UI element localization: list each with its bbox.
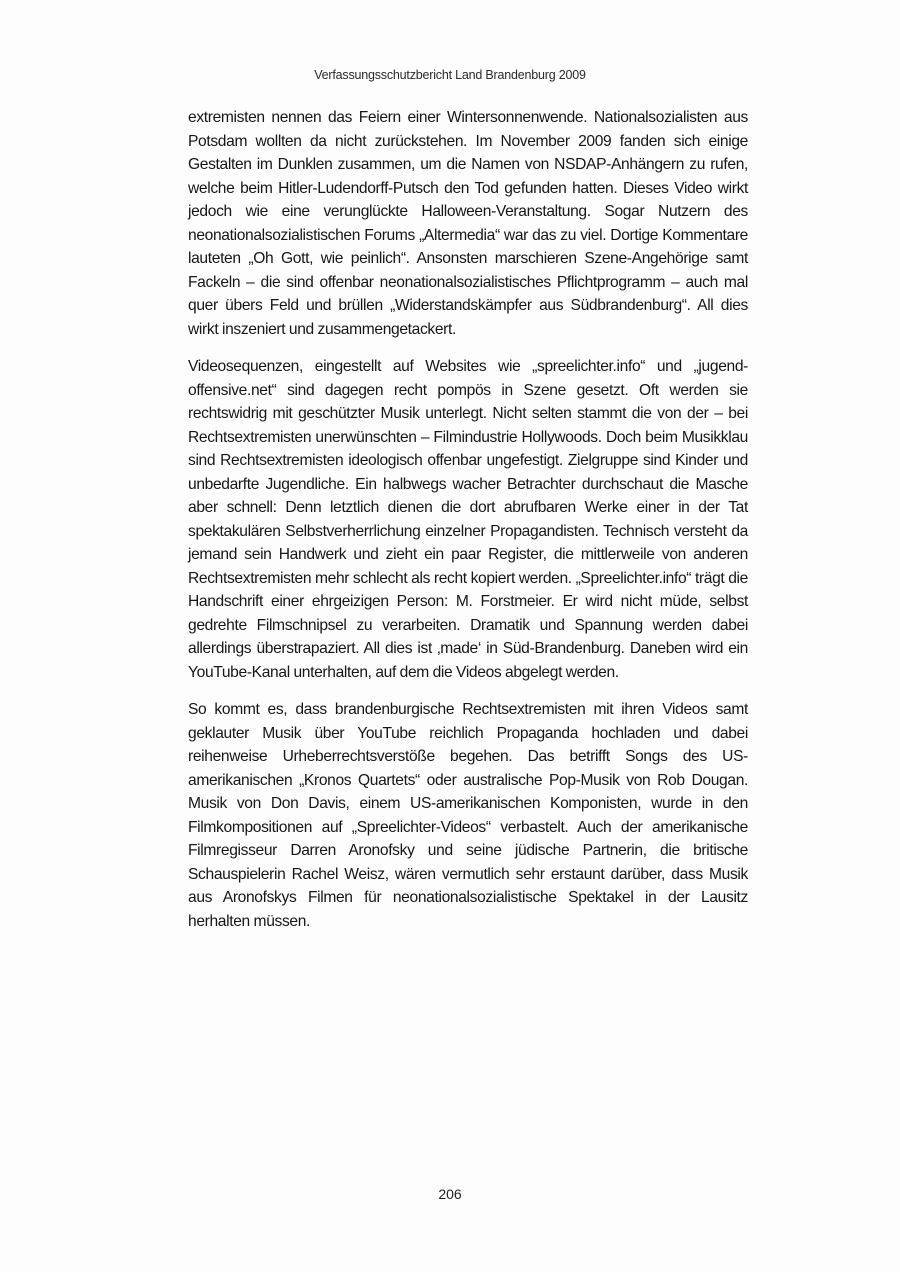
paragraph: So kommt es, dass brandenburgische Rechtsextremisten mit ihren Videos samt geklauter Musik über YouTube reichlich Propaganda hochladen und dabei reihenweise Urheberrechtsverstöße begehen. Das betrifft Songs des US-amerikanischen „Kronos Quartets“ oder australische Pop-Musik von Rob Dougan. Musik von Don Davis, einem US-amerikanischen Komponisten, wurde in den Filmkompositionen auf „Spreelichter-Videos“ verbastelt. Auch der amerikanische Filmregisseur Darren Aronofsky und seine jüdische Partnerin, die britische Schauspielerin Rachel Weisz, wären vermutlich sehr erstaunt darüber, dass Musik aus Aronofskys Filmen für neonationalsozialistische Spektakel in der Lausitz herhalten müssen. (188, 701, 748, 930)
running-header: Verfassungsschutzbericht Land Brandenburg 2009 (314, 68, 586, 82)
paragraph: Videosequenzen, eingestellt auf Websites wie „spreelichter.info“ und „jugend-offensive.net“ sind dagegen recht pompös in Szene gesetzt. Oft werden sie rechtswidrig mit geschützter Musik unterlegt. Nicht selten stammt die von der – bei Rechtsextremisten unerwünschten – Filmindustrie Hollywoods. Doch beim Musikklau sind Rechtsextremisten ideologisch offenbar ungefestigt. Zielgruppe sind Kinder und unbedarfte Jugendliche. Ein halbwegs wacher Betrachter durchschaut die Masche aber schnell: Denn letztlich dienen die dort abrufbaren Werke einer in der Tat spektakulären Selbstverherrlichung einzelner Propagandisten. Technisch versteht da jemand sein Handwerk und zieht ein paar Register, die mittlerweile von anderen Rechtsextremisten mehr schlecht als recht kopiert werden. „Spreelichter.info“ trägt die Handschrift einer ehrgeizigen Person: M. Forstmeier. Er wird nicht müde, selbst gedrehte Filmschnipsel zu verarbeiten. Dramatik und Spannung werden dabei allerdings überstrapaziert. All dies ist ‚made‘ in Süd-Brandenburg. Daneben wird ein YouTube-Kanal unterhalten, auf dem die Videos abgelegt werden. (188, 358, 748, 681)
paragraph: extremisten nennen das Feiern einer Wintersonnenwende. Nationalsozialisten aus Potsdam wollten da nicht zurückstehen. Im November 2009 fanden sich einige Gestalten im Dunklen zusammen, um die Namen von NSDAP-Anhängern zu rufen, welche beim Hitler-Ludendorff-Putsch den Tod gefunden hatten. Dieses Video wirkt jedoch wie eine verunglückte Halloween-Veranstaltung. Sogar Nutzern des neonationalsozialistischen Forums „Altermedia“ war das zu viel. Dortige Kommentare lauteten „Oh Gott, wie peinlich“. Ansonsten marschieren Szene-Angehörige samt Fackeln – die sind offenbar neonationalsozialistisches Pflichtprogramm – auch mal quer übers Feld und brüllen „Widerstandskämpfer aus Südbrandenburg“. All dies wirkt inszeniert und zusammengetackert. (188, 109, 748, 338)
page-number: 206 (438, 1186, 462, 1202)
body-text (188, 106, 748, 947)
